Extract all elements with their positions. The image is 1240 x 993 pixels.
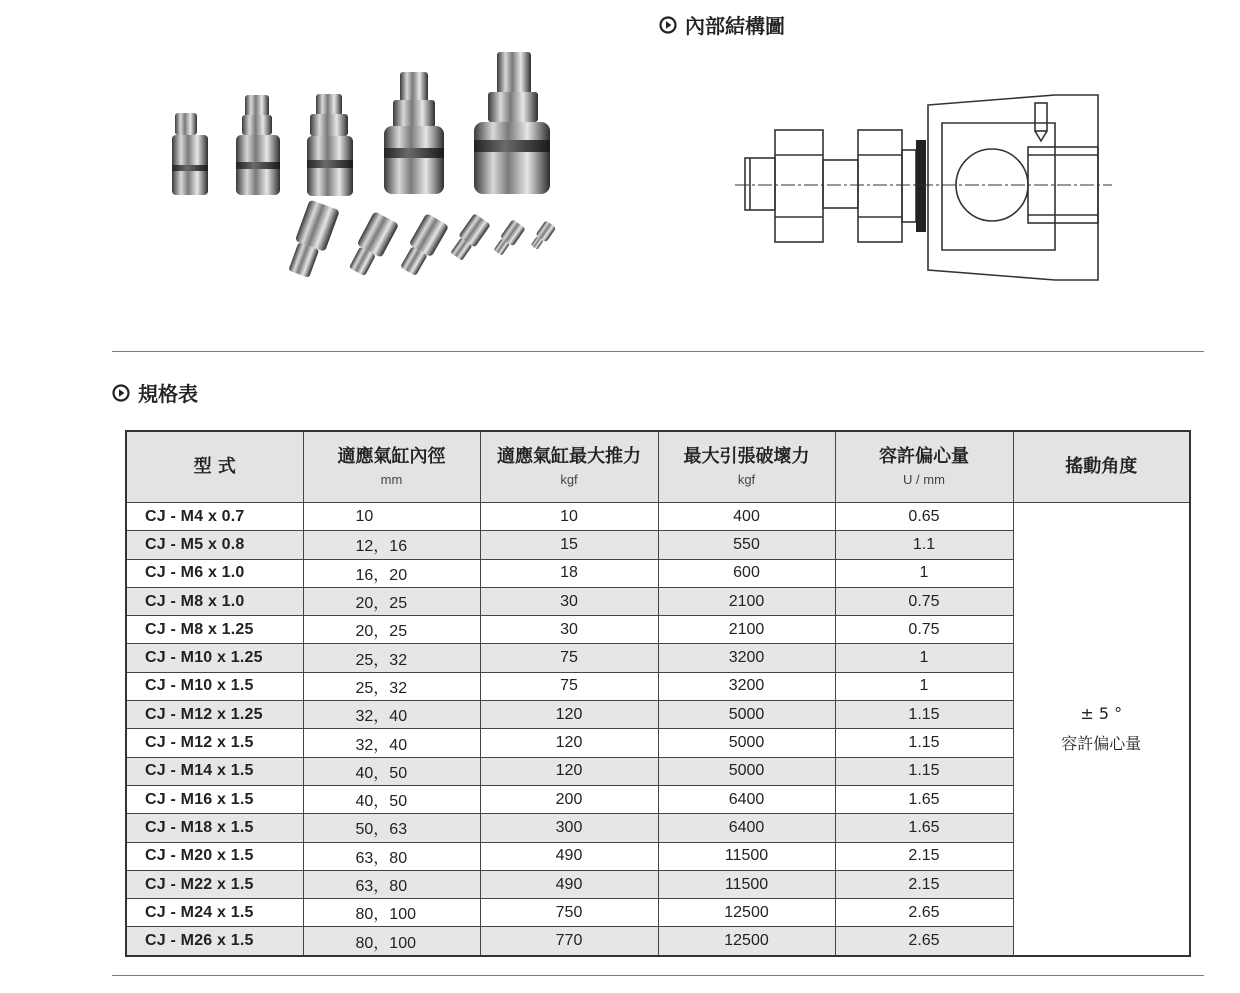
cell-tensile: 3200 xyxy=(658,672,835,700)
cell-eccentric: 2.15 xyxy=(835,842,1013,870)
cell-thrust: 75 xyxy=(480,644,658,672)
cell-model: CJ - M10 x 1.25 xyxy=(126,644,303,672)
cell-tensile: 5000 xyxy=(658,701,835,729)
cell-bore: 80，100 xyxy=(303,927,480,956)
product-photo xyxy=(150,40,570,285)
cell-thrust: 120 xyxy=(480,701,658,729)
cell-bore: 32，40 xyxy=(303,729,480,757)
swing-angle-value: ± 5 ° xyxy=(1080,703,1123,723)
cell-model: CJ - M10 x 1.5 xyxy=(126,672,303,700)
section-divider xyxy=(112,351,1204,352)
cell-model: CJ - M12 x 1.5 xyxy=(126,729,303,757)
cell-bore: 12，16 xyxy=(303,531,480,559)
cell-eccentric: 1 xyxy=(835,672,1013,700)
cell-bore: 20，25 xyxy=(303,587,480,615)
header-swing: 搖動角度 xyxy=(1013,431,1190,503)
cell-tensile: 2100 xyxy=(658,616,835,644)
cell-bore: 20，25 xyxy=(303,616,480,644)
cell-eccentric: 2.65 xyxy=(835,927,1013,956)
cell-bore: 32，40 xyxy=(303,701,480,729)
cell-model: CJ - M4 x 0.7 xyxy=(126,503,303,531)
cell-thrust: 18 xyxy=(480,559,658,587)
cell-eccentric: 2.65 xyxy=(835,899,1013,927)
cell-bore: 80，100 xyxy=(303,899,480,927)
cell-model: CJ - M20 x 1.5 xyxy=(126,842,303,870)
cell-thrust: 120 xyxy=(480,729,658,757)
cell-tensile: 600 xyxy=(658,559,835,587)
cell-model: CJ - M5 x 0.8 xyxy=(126,531,303,559)
cell-tensile: 6400 xyxy=(658,814,835,842)
cell-tensile: 400 xyxy=(658,503,835,531)
cell-bore: 25，32 xyxy=(303,672,480,700)
cell-tensile: 5000 xyxy=(658,757,835,785)
header-thrust: 適應氣缸最大推力 kgf xyxy=(480,431,658,503)
cell-tensile: 11500 xyxy=(658,870,835,898)
structure-heading-text: 內部結構圖 xyxy=(685,14,785,38)
table-row xyxy=(126,503,1190,531)
cell-tensile: 3200 xyxy=(658,644,835,672)
cell-model: CJ - M22 x 1.5 xyxy=(126,870,303,898)
cell-model: CJ - M6 x 1.0 xyxy=(126,559,303,587)
cell-thrust: 120 xyxy=(480,757,658,785)
cell-model: CJ - M8 x 1.0 xyxy=(126,587,303,615)
cell-eccentric: 1.15 xyxy=(835,757,1013,785)
header-tensile: 最大引張破壞力 kgf xyxy=(658,431,835,503)
header-bore: 適應氣缸內徑 mm xyxy=(303,431,480,503)
cell-thrust: 30 xyxy=(480,616,658,644)
cell-tensile: 12500 xyxy=(658,899,835,927)
cell-model: CJ - M12 x 1.25 xyxy=(126,701,303,729)
cell-thrust: 490 xyxy=(480,870,658,898)
cell-swing-angle xyxy=(1013,503,1190,956)
table-header-row xyxy=(126,431,1190,503)
cell-tensile: 5000 xyxy=(658,729,835,757)
cell-thrust: 750 xyxy=(480,899,658,927)
cell-thrust: 15 xyxy=(480,531,658,559)
spec-heading-text: 規格表 xyxy=(138,382,198,406)
cell-eccentric: 1.15 xyxy=(835,729,1013,757)
cell-model: CJ - M26 x 1.5 xyxy=(126,927,303,956)
cell-eccentric: 0.75 xyxy=(835,587,1013,615)
cell-bore: 10 xyxy=(303,503,480,531)
cell-bore: 63，80 xyxy=(303,842,480,870)
cell-bore: 63，80 xyxy=(303,870,480,898)
cell-eccentric: 1.15 xyxy=(835,701,1013,729)
cell-model: CJ - M16 x 1.5 xyxy=(126,785,303,813)
cell-model: CJ - M14 x 1.5 xyxy=(126,757,303,785)
structure-heading xyxy=(659,10,785,39)
cell-thrust: 770 xyxy=(480,927,658,956)
cell-tensile: 2100 xyxy=(658,587,835,615)
spec-heading xyxy=(112,378,198,407)
cell-thrust: 75 xyxy=(480,672,658,700)
cell-eccentric: 1 xyxy=(835,559,1013,587)
cell-eccentric: 1.65 xyxy=(835,785,1013,813)
cell-thrust: 30 xyxy=(480,587,658,615)
cell-tensile: 12500 xyxy=(658,927,835,956)
cell-eccentric: 0.75 xyxy=(835,616,1013,644)
cell-model: CJ - M8 x 1.25 xyxy=(126,616,303,644)
spec-table xyxy=(125,430,1191,957)
cell-bore: 16，20 xyxy=(303,559,480,587)
cell-tensile: 6400 xyxy=(658,785,835,813)
cell-tensile: 550 xyxy=(658,531,835,559)
cell-eccentric: 0.65 xyxy=(835,503,1013,531)
cell-eccentric: 1.1 xyxy=(835,531,1013,559)
cell-thrust: 300 xyxy=(480,814,658,842)
cell-bore: 40，50 xyxy=(303,785,480,813)
section-divider xyxy=(112,975,1204,976)
cell-tensile: 11500 xyxy=(658,842,835,870)
cell-thrust: 200 xyxy=(480,785,658,813)
cell-eccentric: 2.15 xyxy=(835,870,1013,898)
cell-bore: 50，63 xyxy=(303,814,480,842)
cell-model: CJ - M24 x 1.5 xyxy=(126,899,303,927)
cell-thrust: 10 xyxy=(480,503,658,531)
header-model: 型 式 xyxy=(126,431,303,503)
cell-bore: 40，50 xyxy=(303,757,480,785)
cell-bore: 25，32 xyxy=(303,644,480,672)
internal-structure-diagram xyxy=(730,85,1120,285)
play-circle-icon xyxy=(112,384,130,402)
cell-thrust: 490 xyxy=(480,842,658,870)
swing-angle-note: 容許偏心量 xyxy=(1061,733,1142,753)
cell-eccentric: 1 xyxy=(835,644,1013,672)
header-eccentric: 容許偏心量 U / mm xyxy=(835,431,1013,503)
play-circle-icon xyxy=(659,16,677,34)
cell-model: CJ - M18 x 1.5 xyxy=(126,814,303,842)
cell-eccentric: 1.65 xyxy=(835,814,1013,842)
